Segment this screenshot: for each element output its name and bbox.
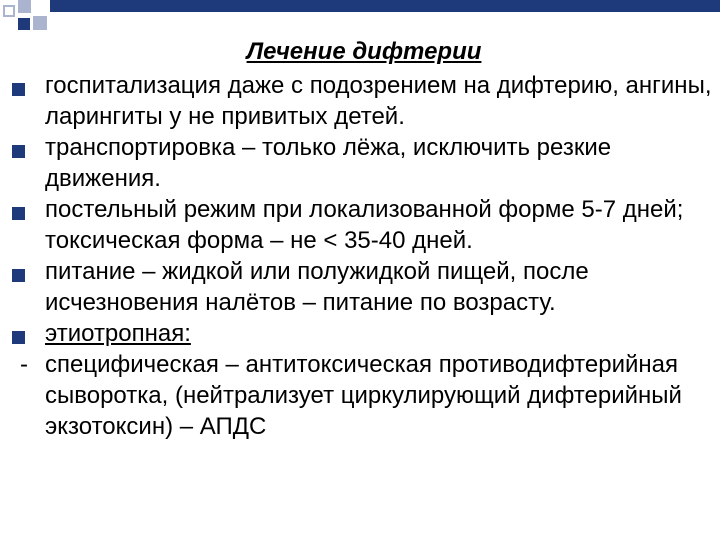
square-bullet-icon xyxy=(12,145,25,158)
slide-title: Лечение дифтерии xyxy=(246,38,482,65)
square-bullet-icon xyxy=(12,331,25,344)
dash-marker: - xyxy=(20,351,28,378)
square-bullet-icon xyxy=(12,269,25,282)
list-item xyxy=(0,132,720,194)
list-item xyxy=(0,256,720,318)
list-item-text: транспортировка – только лёжа, исключить резкие движения. xyxy=(45,134,612,192)
list-item xyxy=(0,194,720,256)
square-bullet-icon xyxy=(12,83,25,96)
slide-content xyxy=(0,70,720,442)
list-item xyxy=(0,318,720,349)
list-item-text: питание – жидкой или полужидкой пищей, после исчезновения налётов – питание по возрасту. xyxy=(45,258,589,316)
corner-squares-decoration xyxy=(0,0,720,40)
sub-list-item-text: специфическая – антитоксическая противодифтерийная сыворотка, (нейтрализует циркулирующий дифтерийный экзотоксин) – АПДС xyxy=(45,351,682,440)
list-item-text: госпитализация даже с подозрением на дифтерию, ангины, ларингиты у не привитых детей. xyxy=(45,72,712,130)
sub-list-item xyxy=(0,349,720,442)
list-item-text: постельный режим при локализованной форме 5-7 дней; токсическая форма – не < 35-40 дней. xyxy=(45,196,684,254)
square-bullet-icon xyxy=(12,207,25,220)
list-item xyxy=(0,70,720,132)
list-item-text: этиотропная: xyxy=(45,320,191,347)
